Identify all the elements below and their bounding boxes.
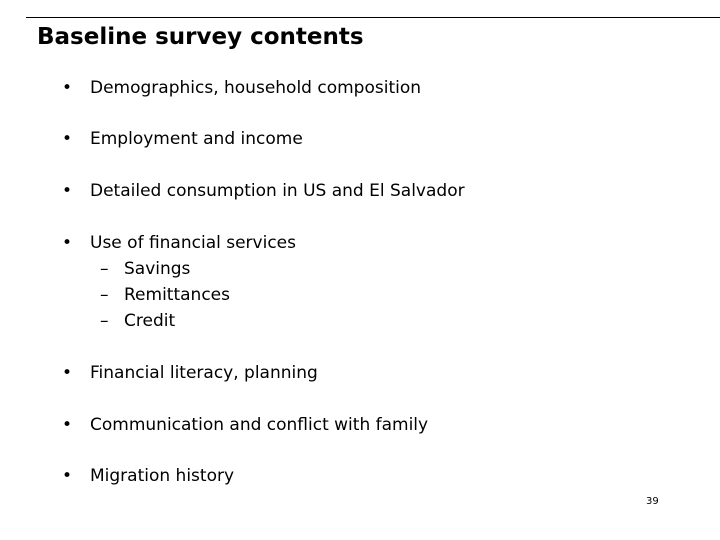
sub-item-text: Savings xyxy=(124,259,191,279)
bullet-text: Employment and income xyxy=(90,129,303,149)
bullet-text: Migration history xyxy=(90,466,235,486)
bullet-text: Communication and conflict with family xyxy=(90,415,429,435)
bullet-marker: • xyxy=(62,466,73,486)
page-number: 39 xyxy=(646,496,659,507)
sub-item-text: Credit xyxy=(124,311,176,331)
title-rule xyxy=(26,17,720,18)
dash-marker: – xyxy=(100,311,109,331)
bullet-marker: • xyxy=(62,363,73,383)
slide-title: Baseline survey contents xyxy=(37,24,364,50)
bullet-text: Use of financial services xyxy=(90,233,296,253)
bullet-text: Detailed consumption in US and El Salvador xyxy=(90,181,465,201)
bullet-marker: • xyxy=(62,78,73,98)
bullet-marker: • xyxy=(62,415,73,435)
bullet-marker: • xyxy=(62,181,73,201)
bullet-marker: • xyxy=(62,129,73,149)
sub-item-text: Remittances xyxy=(124,285,230,305)
bullet-marker: • xyxy=(62,233,73,253)
dash-marker: – xyxy=(100,259,109,279)
bullet-text: Demographics, household composition xyxy=(90,78,422,98)
dash-marker: – xyxy=(100,285,109,305)
bullet-text: Financial literacy, planning xyxy=(90,363,318,383)
